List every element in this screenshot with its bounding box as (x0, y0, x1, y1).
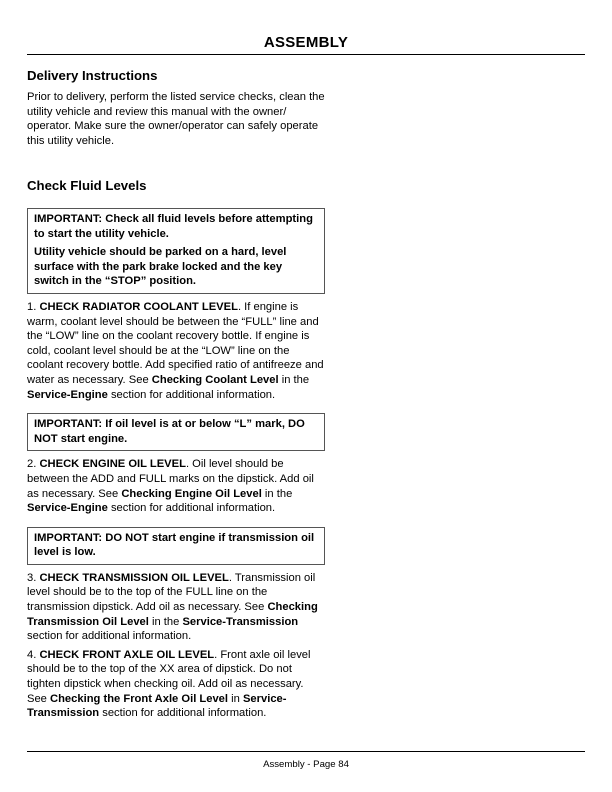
step-4-number: 4. (27, 648, 37, 661)
step-1-number: 1. (27, 300, 37, 313)
step-2-ref2: Service-Engine (27, 502, 108, 515)
header-divider (27, 54, 585, 55)
important-2-text: IMPORTANT: If oil level is at or below “L” mark, DO NOT start engine. (34, 418, 305, 445)
step-1-text-b: in the (278, 373, 310, 386)
footer-divider (27, 751, 585, 752)
step-4-text-c: section for additional information. (99, 707, 267, 720)
step-3-title: CHECK TRANSMISSION OIL LEVEL (39, 571, 229, 584)
fluids-section (27, 178, 325, 721)
step-2-text-c: section for additional information. (107, 502, 276, 515)
step-2 (27, 457, 325, 515)
step-4-text-a: . Front axle oil level should be to the top of the XX area of dipstick. Do not tighten dipstick when checking oil. Add oil as necessary. See (27, 648, 311, 705)
step-2-title: CHECK ENGINE OIL LEVEL (39, 458, 186, 471)
step-3-ref1: Checking Transmission Oil Level (27, 601, 318, 628)
step-2-text-b: in the (261, 487, 293, 500)
step-3-text-a: . Transmission oil level should be to the top of the FULL line on the transmission dipstick. Add oil as necessary. See (27, 571, 316, 614)
step-4-title: CHECK FRONT AXLE OIL LEVEL (39, 648, 215, 661)
delivery-heading: Delivery Instructions (27, 68, 158, 83)
fluids-heading: Check Fluid Levels (27, 178, 147, 193)
step-1-title: CHECK RADIATOR COOLANT LEVEL (39, 300, 238, 313)
important-1-line1: IMPORTANT: Check all fluid levels before attempting to start the utility vehicle. (34, 213, 313, 240)
important-box-3 (27, 527, 325, 565)
delivery-section (27, 68, 325, 148)
page-footer: Assembly - Page 84 (263, 759, 349, 770)
step-3 (27, 571, 325, 644)
step-1-text-a: . If engine is warm, coolant level should be between the “FULL” line and the “LOW” line on the coolant recovery bottle. If engine is cold, coolant level should be at the “LOW” line on the coolant recovery bottle. Add specified ratio of antifreeze and water as necessary. See (27, 300, 324, 386)
page-title: ASSEMBLY (263, 34, 349, 51)
step-2-text-a: . Oil level should be between the ADD and FULL marks on the dipstick. Add oil as necessary. See (27, 458, 314, 500)
step-3-ref2: Service-Transmission (182, 615, 299, 628)
step-4-text-b: in (228, 692, 243, 705)
step-3-number: 3. (27, 571, 37, 584)
important-3-text: IMPORTANT: DO NOT start engine if transmission oil level is low. (34, 531, 315, 559)
step-1-ref1: Checking Coolant Level (151, 373, 279, 386)
step-4 (27, 648, 325, 721)
step-4-ref2: Service-Transmission (27, 692, 287, 720)
step-2-number: 2. (27, 458, 37, 471)
step-1-text-c: section for additional information. (107, 388, 276, 401)
step-1-ref2: Service-Engine (27, 388, 108, 401)
important-1-line2: Utility vehicle should be parked on a hard, level surface with the park brake locked and the key switch in the “STOP” position. (34, 246, 287, 288)
step-4-ref1: Checking the Front Axle Oil Level (50, 692, 229, 705)
step-2-ref1: Checking Engine Oil Level (121, 487, 262, 500)
step-3-text-b: in the (148, 615, 183, 628)
step-3-text-c: section for additional information. (27, 630, 192, 643)
delivery-text: Prior to delivery, perform the listed service checks, clean the utility vehicle and review this manual with the owner/ operator. Make sure the owner/operator can safely operate this utility vehicle. (27, 91, 325, 147)
important-box-2 (27, 413, 325, 451)
step-1 (27, 300, 325, 402)
important-box-1 (27, 208, 325, 294)
